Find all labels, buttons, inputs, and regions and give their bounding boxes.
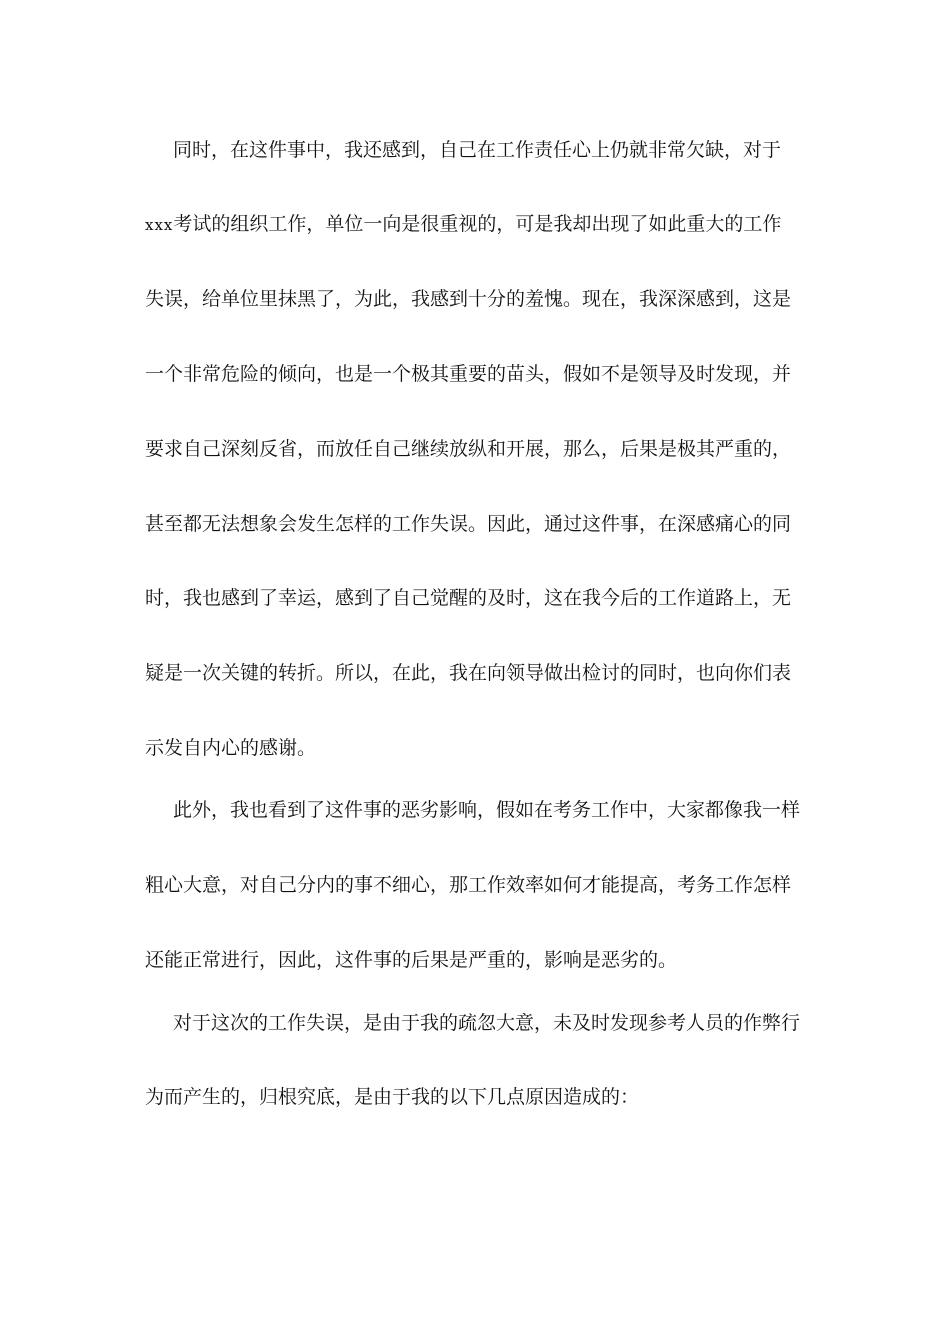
paragraph-3-line-1: 对于这次的工作失误，是由于我的疏忽大意，未及时发现参考人员的作弊行 [173,1012,801,1034]
paragraph-1-line-4: 一个非常危险的倾向，也是一个极其重要的苗头，假如不是领导及时发现，并 [145,363,792,385]
paragraph-1-line-5: 要求自己深刻反省，而放任自己继续放纵和开展，那么，后果是极其严重的， [145,438,792,460]
paragraph-1-line-6: 甚至都无法想象会发生怎样的工作失误。因此，通过这件事，在深感痛心的同 [145,513,792,535]
paragraph-1-line-2 [145,212,825,237]
paragraph-1-line-9: 示发自内心的感谢。 [145,737,317,759]
paragraph-1-line-7: 时，我也感到了幸运，感到了自己觉醒的及时，这在我今后的工作道路上，无 [145,587,792,609]
placeholder-xxx: xxx [145,216,174,234]
paragraph-2-line-1: 此外，我也看到了这件事的恶劣影响，假如在考务工作中，大家都像我一样 [173,799,801,821]
paragraph-1-line-3: 失误，给单位里抹黑了，为此，我感到十分的羞愧。现在，我深深感到，这是 [145,288,792,310]
paragraph-1-line-2-text: 考试的组织工作，单位一向是很重视的，可是我却出现了如此重大的工作 [173,213,782,235]
paragraph-1-line-1: 同时，在这件事中，我还感到，自己在工作责任心上仍就非常欠缺，对于 [173,139,782,161]
paragraph-2-line-2: 粗心大意，对自己分内的事不细心，那工作效率如何才能提高，考务工作怎样 [145,874,792,896]
paragraph-2-line-3: 还能正常进行，因此，这件事的后果是严重的，影响是恶劣的。 [145,949,678,971]
paragraph-3-line-2: 为而产生的，归根究底，是由于我的以下几点原因造成的： [145,1086,640,1108]
paragraph-1-line-8: 疑是一次关键的转折。所以，在此，我在向领导做出检讨的同时，也向你们表 [145,662,792,684]
